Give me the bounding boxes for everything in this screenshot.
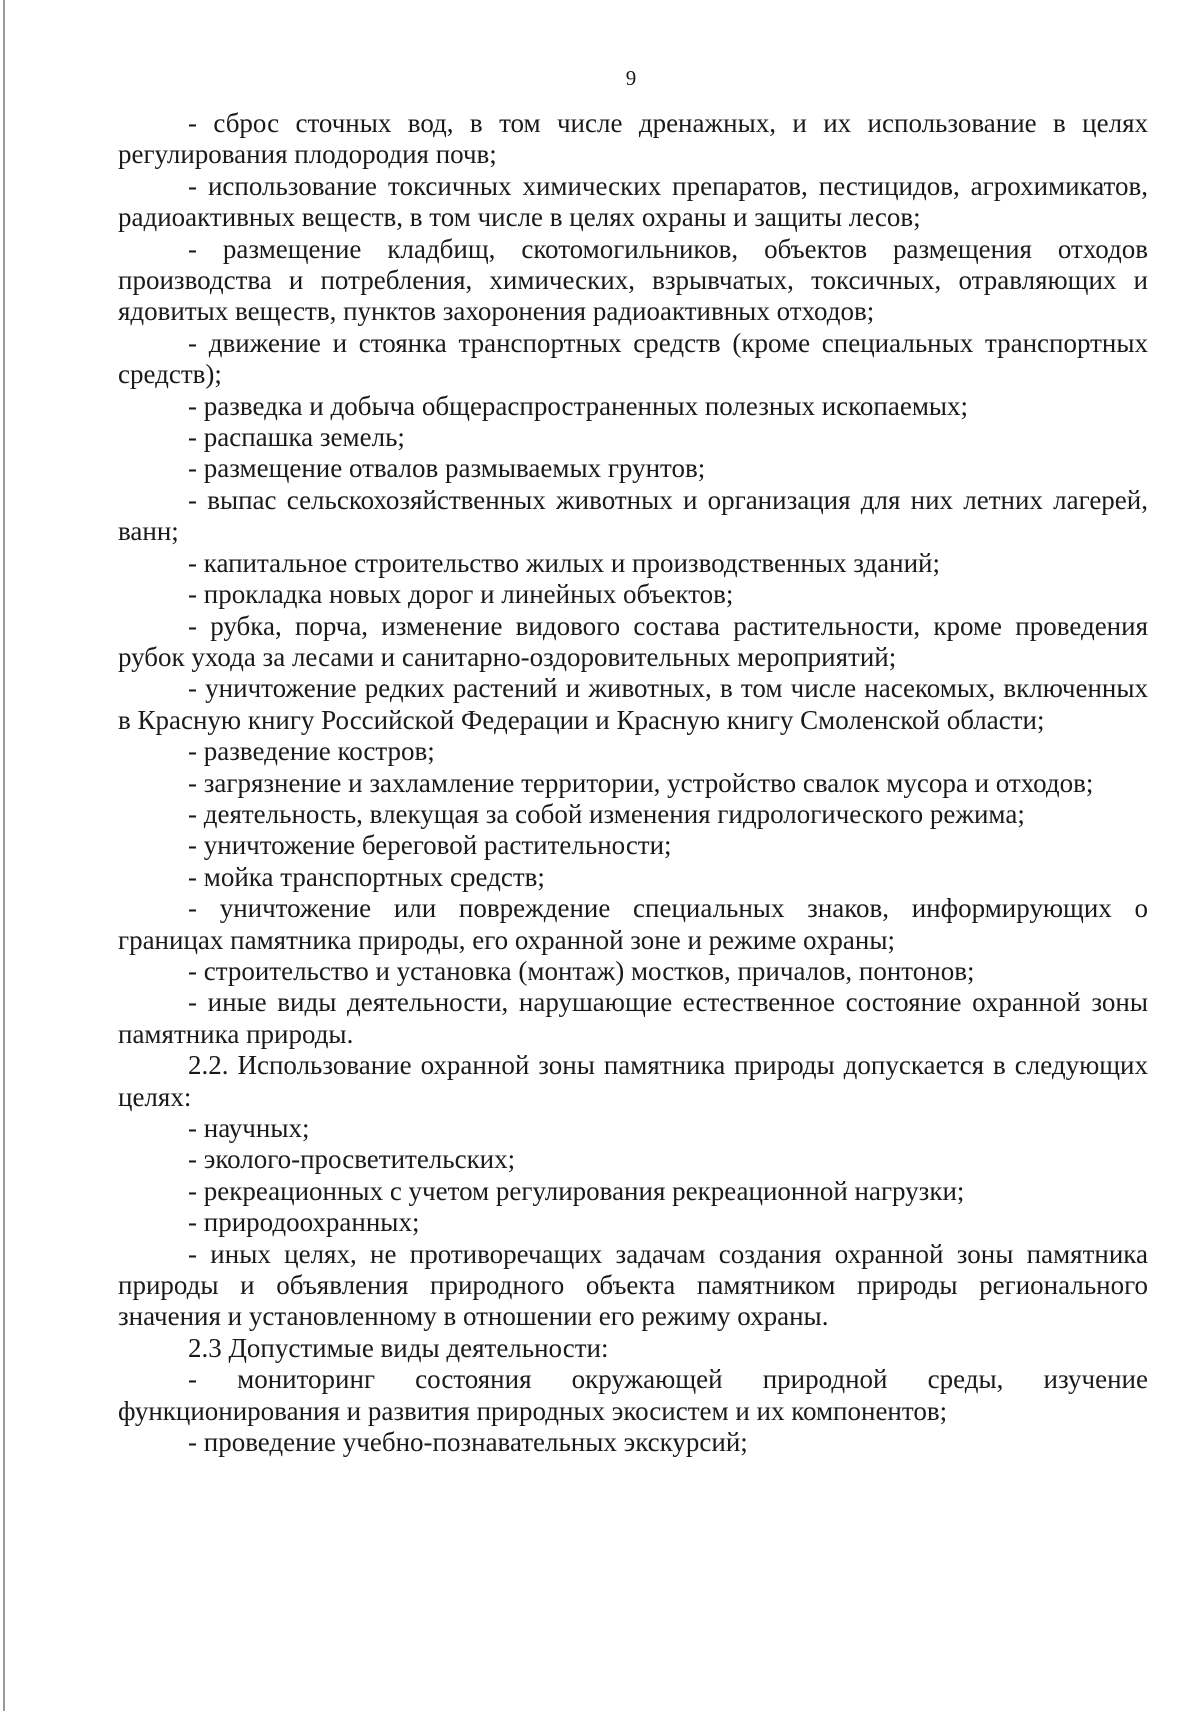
paragraph: - рубка, порча, изменение видового состава растительности, кроме проведения рубок ухода за лесами и санитарно-оздоровительных мероприятий; [118, 610, 1148, 672]
paragraph: - рекреационных с учетом регулирования рекреационной нагрузки; [188, 1175, 965, 1206]
paragraph: - распашка земель; [188, 422, 405, 453]
paragraph: - разведка и добыча общераспространенных полезных ископаемых; [188, 390, 969, 421]
paragraph: - сброс сточных вод, в том числе дренажных, и их использование в целях регулирования плодородия почв; [118, 108, 1148, 170]
scan-edge [3, 0, 5, 1711]
paragraph: - разведение костров; [188, 736, 435, 767]
paragraph: - уничтожение или повреждение специальных знаков, информирующих о границах памятника природы, его охранной зоне и режиме охраны; [118, 893, 1148, 955]
page-number: 9 [625, 66, 637, 90]
paragraph: - уничтожение береговой растительности; [188, 830, 672, 861]
paragraph: - размещение отвалов размываемых грунтов; [188, 453, 706, 484]
paragraph: - загрязнение и захламление территории, устройство свалок мусора и отходов; [188, 767, 1094, 798]
paragraph: - строительство и установка (монтаж) мостков, причалов, понтонов; [188, 955, 975, 986]
paragraph: - прокладка новых дорог и линейных объектов; [188, 579, 734, 610]
document-body [118, 108, 1148, 1458]
paragraph: - эколого-просветительских; [188, 1144, 516, 1175]
paragraph: - выпас сельскохозяйственных животных и организация для них летних лагерей, ванн; [118, 484, 1148, 547]
section-paragraph: 2.3 Допустимые виды деятельности: [188, 1332, 609, 1363]
paragraph: - мойка транспортных средств; [188, 861, 545, 892]
paragraph: - размещение кладбищ, скотомогильников, объектов размещения отходов производства и потребления, химических, взрывчатых, токсичных, отравляющих и ядовитых веществ, пунктов захоронения радиоактивных отходов; [118, 233, 1148, 327]
paragraph: - научных; [188, 1113, 310, 1143]
paragraph: - иные виды деятельности, нарушающие естественное состояние охранной зоны памятника природы. [118, 987, 1148, 1049]
paragraph: - природоохранных; [188, 1207, 420, 1238]
paragraph: - уничтожение редких растений и животных, в том числе насекомых, включенных в Красную книгу Российской Федерации и Красную книгу Смоленской области; [118, 673, 1148, 735]
section-paragraph: 2.2. Использование охранной зоны памятника природы допускается в следующих целях: [118, 1050, 1148, 1112]
paragraph: - проведение учебно-познавательных экскурсий; [188, 1427, 748, 1458]
paragraph: - капитальное строительство жилых и производственных зданий; [188, 547, 941, 578]
paragraph: - иных целях, не противоречащих задачам создания охранной зоны памятника природы и объявления природного объекта памятником природы регионального значения и установленному в отношении его режиму охраны. [118, 1238, 1148, 1332]
paragraph: - использование токсичных химических препаратов, пестицидов, агрохимикатов, радиоактивных веществ, в том числе в целях охраны и защиты лесов; [118, 170, 1148, 233]
paragraph: - мониторинг состояния окружающей природной среды, изучение функционирования и развития природных экосистем и их компонентов; [118, 1364, 1148, 1426]
paragraph: - деятельность, влекущая за собой изменения гидрологического режима; [188, 798, 1025, 829]
paragraph: - движение и стоянка транспортных средств (кроме специальных транспортных средств); [118, 327, 1148, 390]
